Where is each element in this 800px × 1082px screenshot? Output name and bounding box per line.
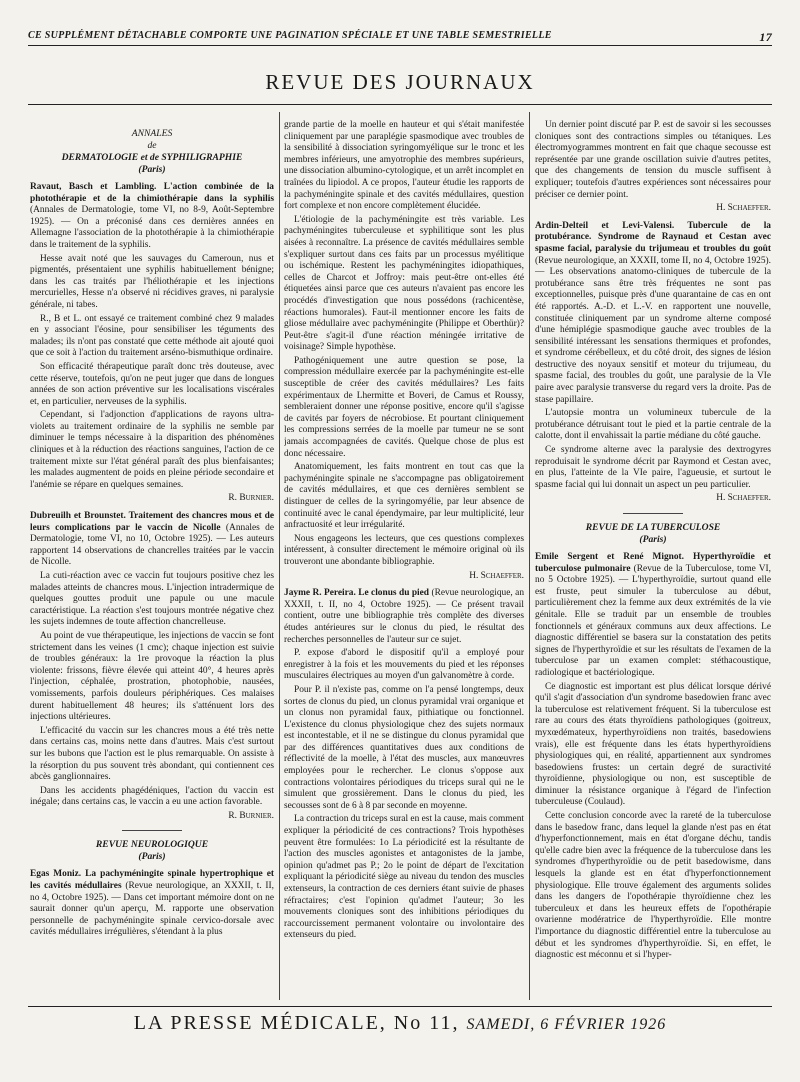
paragraph: grande partie de la moelle en hauteur et qui s'était manifestée cliniquement par une paraplégie spasmodique avec troubles de la sensibilité à dissociation syringomyélique sur le tronc et les membres inférieurs, une amyotrophie des membres supérieurs, une dissociation albumino-cytologique, et un arrêt incomplet en traînées du lipiodol. A ce propos, l'auteur étudie les rapports de la pachyméningite spinale et des cavités médullaires, question fort complexe et non encore complètement élucidée. [284, 120, 524, 212]
paragraph: Hesse avait noté que les sauvages du Cameroun, nus et pigmentés, présentaient une syphilis habituellement bénigne; dans les cas traités par l'héliothérapie et les injections mercurielles, Hesse n'a observé ni récidives graves, ni paralysie générale, ni tabes. [30, 253, 274, 310]
footer-rule [28, 1006, 772, 1007]
article-intro: Egas Moniz. La pachyméningite spinale hypertrophique et les cavités médullaires (Revue neurologique, an XXXII, t. II, no 4, Octobre 1925). — Dans cet important mémoire dont on ne saurait donner qu'un aperçu, M. rapporte une observation personnelle de pachyméningite spinale cervico-dorsale avec cavités médullaires irrégulières, s'étendant à la plus [30, 869, 274, 938]
column-divider [279, 112, 280, 1000]
paragraph: Anatomiquement, les faits montrent en tout cas que la pachyméningite spinale ne s'accompagne pas obligatoirement de cavités médullaires, et que ces dernières semblent se distinguer de celles de la syringomyélie, par leur absence de continuité avec le canal épendymaire, par leur multiplicité, leur anfractuosité et leur irrégularité. [284, 462, 524, 531]
paragraph: Cette conclusion concorde avec la rareté de la tuberculose dans le basedow franc, dans lequel la glande n'est pas en état d'hyperfonctionnement, mais en état d'organe déchu, tandis qu'elle cadre bien avec la fréquence de la tuberculose dans les syndromes d'hyperthyroïdie ou de petit basedowisme, dans lesquels la glande est en état d'hyperfonctionnement physiologique. Elle trouve également des arguments solides dans les dangers de l'opothérapie thyroïdienne chez les tuberculeux et dans les heureux effets de l'opothérapie ovarienne modératrice de l'hyperthyroïdie. Elle montre l'importance du diagnostic différentiel entre la tuberculose au début et les syndromes d'hyperthyroïdie. Si, en effet, le diagnostic est méconnu et si l'hyper- [535, 811, 771, 961]
paragraph: Nous engageons les lecteurs, que ces questions complexes intéressent, à consulter directement le mémoire original où ils trouveront une abondante bibliographie. [284, 533, 524, 567]
journal-heading: ANNALES de DERMATOLOGIE et de SYPHILIGRAPHIE (Paris) [61, 128, 243, 175]
paragraph: La contraction du triceps sural en est la cause, mais comment expliquer la périodicité de ces contractions? Trois hypothèses peuvent être formulées: 1o La périodicité est la résultante de l'action des muscles agonistes et antagonistes de la jambe, opinion qu'admet pas P.; 2o le point de départ de l'excitation expliquant la périodicité siège au niveau du tendon des muscles extenseurs, la contraction de ces derniers étant suivie de phases réfractaires; c'est l'opinion qu'admet l'auteur; 3o les mouvements cloniques sont des inhibitions périodiques du raccourcissement permanent volontaire ou involontaire des extenseurs du pied. [284, 814, 524, 941]
column-divider [529, 112, 530, 1000]
paragraph: Pour P. il n'existe pas, comme on l'a pensé longtemps, deux sortes de clonus du pied, un clonus pyramidal vrai organique et un clonus non pyramidal faux, pithiatique ou fonctionnel. L'existence du clonus physiologique chez des sujets normaux est incontestable, et il ne se distingue du clonus pyramidal que par des différences quantitatives dues aux conditions de réflectivité de la moelle, à l'état des muscles, aux manœuvres employées pour le rechercher. Le clonus s'oppose aux contractions volontaires périodiques du triceps sural qui ne le simulent que grossièrement. Dans le clonus du pied, les secousses sont de 6 à 8 par seconde en moyenne. [284, 684, 524, 811]
author-signature: H. Schaeffer. [716, 203, 771, 214]
paragraph: Son efficacité thérapeutique paraît donc très douteuse, avec cette réserve, toutefois, qu'on ne peut juger que dans de longues années de son action préventive sur les localisations viscérales et, en particulier, nerveuses de la syphilis. [30, 361, 274, 407]
column-2 [284, 120, 524, 1002]
author-signature: H. Schaeffer. [716, 493, 771, 504]
paragraph: L'étiologie de la pachyméningite est très variable. Les pachyméningites tuberculeuse et syphilitique sont les plus aisées à reconnaître. La présence de cavités médullaires semble s'expliquer surtout dans ces faits par un processus myélitique ou ischémique. Restent les pachyméningites idiopathiques, celles de Charcot et Joffroy: mais peut-être ont-elles été étiquetées ainsi parce que ces auteurs n'avaient pas encore les procédés d'investigation que nous possédons (rachicentèse, réactions humorales). Faut-il mentionner encore les faits de gliose médullaire avec pachyméningite (Philippe et Oberthür)? Peut-être s'agit-il d'une réaction méningée irritative de voisinage? Simple hypothèse. [284, 214, 524, 353]
paragraph: Pathogéniquement une autre question se pose, la compression médullaire exercée par la pachyméningite est-elle susceptible de créer des cavités médullaires? Les faits expérimentaux de Lhermitte et Boveri, de Camus et Roussy, sembleraient donner une réponse positive, encore qu'il s'agisse de cavités par foyers de nécrobiose. Et pourtant cliniquement les compressions serrées de la moelle par tumeur ne se sont jamais accompagnées de cavités. Quelque chose de plus est donc nécessaire. [284, 355, 524, 459]
notice-text: CE SUPPLÉMENT DÉTACHABLE COMPORTE UNE PAGINATION SPÉCIALE ET UNE TABLE SEMESTRIELLE [28, 30, 552, 41]
journal-heading: REVUE NEUROLOGIQUE (Paris) [95, 839, 209, 863]
author-signature: R. Burnier. [228, 810, 274, 821]
article-intro: Emile Sergent et René Mignot. Hyperthyroïdie et tuberculose pulmonaire (Revue de la Tuberculose, tome VI, no 5 Octobre 1925). — L'hyperthyroïdie, surtout quand elle est fruste, peut simuler la tuberculose au début, particulièrement chez la femme aux deux extrémités de la vie génitale. Elle se traduit par un ensemble de troubles fonctionnels et généraux communs aux deux affections. Le diagnostic différentiel se basera sur la constatation des petits signes de l'hyperthyroïdie et sur les résultats de l'examen de la tuberculose par un examen complet: stéthacoustique, radiologique et bactériologique. [535, 552, 771, 678]
journal-heading: REVUE DE LA TUBERCULOSE (Paris) [585, 522, 721, 545]
footer-date: SAMEDI, 6 FÉVRIER 1926 [466, 1016, 667, 1033]
top-rule [28, 45, 772, 46]
paragraph: La cuti-réaction avec ce vaccin fut toujours positive chez les malades atteints de chancres mous. L'injection intradermique de quelques gouttes produit une papule ou une macule caractéristique. La réaction s'est toujours montrée négative chez les sujets indemnes de toute affection chancrelleuse. [30, 571, 274, 628]
footer-masthead [0, 1012, 800, 1035]
paragraph: Ce syndrome alterne avec la paralysie des dextrogyres reproduisait le syndrome décrit par Raymond et Cestan avec, en plus, l'atteinte de la VIe paire, l'agueusie, et surtout le spasme facial qui lui donnait un aspect un peu particulier. [535, 445, 771, 490]
article-intro: Ravaut, Basch et Lambling. L'action combinée de la photothérapie et de la chimiothérapie dans la syphilis (Annales de Dermatologie, tome VI, no 8-9, Août-Septembre 1925). — On a préconisé dans ces dernières années en Allemagne l'association de la photothérapie à la chimiothérapie dans le traitement de la syphilis. [30, 182, 274, 250]
top-notice [28, 30, 772, 44]
separator [623, 513, 683, 514]
separator [122, 830, 182, 831]
author-signature: H. Schaeffer. [469, 570, 524, 581]
column-3 [535, 120, 771, 1002]
paragraph: Cependant, si l'adjonction d'applications de rayons ultra-violets au traitement ordinaire de la syphilis ne semble par diminuer le temps nécessaire à la disparition des phénomènes cliniques et à la réduction des réactions sanguines, l'action de ce traitement mixte sur l'état général paraît des plus bienfaisantes; les malades augmentent de poids en pleine période secondaire et l'anémie se répare en quelques semaines. [30, 410, 274, 490]
column-1 [30, 120, 274, 1002]
author-signature: R. Burnier. [228, 493, 274, 504]
paragraph: Dans les accidents phagédéniques, l'action du vaccin est inégale; dans certains cas, le vaccin a eu une action favorable. [30, 785, 274, 808]
section-title: REVUE DES JOURNAUX [265, 70, 535, 94]
paragraph: Un dernier point discuté par P. est de savoir si les secousses cloniques sont des contractions simples ou tétaniques. Les électromyogrammes montrent en fait que chaque secousse est représentée par une grande oscillation suivie d'autres petites, que des changements de tension du muscle suffisent à expliquer; toutefois d'autres expériences sont nécessaires pour préciser ce dernier point. [535, 120, 771, 200]
page-number: 17 [759, 30, 772, 44]
paragraph: R., B et L. ont essayé ce traitement combiné chez 9 malades en y associant l'éosine, pour sensibiliser les téguments des malades; ils n'ont pas constaté que cette méthode ait ajouté quoi que ce soit à l'action du traitement arséno-bismuthique ordinaire. [30, 313, 274, 359]
article-intro: Ardin-Delteil et Levi-Valensi. Tubercule de la protubérance. Syndrome de Raynaud et Cestan avec spasme facial, paralysie du trijumeau et troubles du goût (Revue neurologique, an XXXII, tome II, no 4, Octobre 1925). — Les observations anatomo-cliniques de tubercule de la protubérance sans être très fréquentes ne sont pas exceptionnelles, puisque près d'une quarantaine de cas en ont été rapportés. A.-D. et L.-V. en rapportent une nouvelle, constituée cliniquement par un syndrome alterne composé d'une hémiplégie spasmodique gauche avec troubles de la sensibilité intéressant les sensations thermiques et profondes, et syndrome cérébelleux, et du côté droit, des signes de lésion destructive des noyaux sensitif et moteur du trijumeau, du spasme facial, des troubles du goût, une paralysie de la VIe paire avec paralysie transverse du regard vers la droite. Pas de stase papillaire. [535, 220, 771, 405]
paragraph: Ce diagnostic est important est plus délicat lorsque dérivé qu'il s'agit d'association d'un syndrome basedowien franc avec la tuberculose est relativement fréquent. Si la tuberculose est rare au cours des états thyroïdiens pathologiques (goitreux, myxœdémateux, hyperthyroïdiens non traités, basedowiens vrais), elle est fréquente dans les états hyperthyroïdiens physiologiques qui, en réalité, appartiennent aux syndromes basedowiens frustes: un certain degré de suractivité thyroïdienne, physiologique ou non, est susceptible de diminuer la résistance organique à l'égard de l'infection tuberculeuse (Coulaud). [535, 681, 771, 808]
paragraph: L'autopsie montra un volumineux tubercule de la protubérance détruisant tout le pied et la partie centrale de la calotte, dont il envahissait la partie médiane du côté gauche. [535, 408, 771, 442]
footer-title: LA PRESSE MÉDICALE, No 11, [133, 1012, 460, 1034]
article-intro: Dubreuilh et Brounstet. Traitement des chancres mous et de leurs complications par le vaccin de Nicolle (Annales de Dermatologie, tome VI, no 10, Octobre 1925). — Les auteurs rapportent 14 observations de chancrelles traitées par le vaccin de Nicolle. [30, 511, 274, 568]
paragraph: Au point de vue thérapeutique, les injections de vaccin se font strictement dans les veines (1 cmc); chaque injection est suivie de troubles généraux: la 1re provoque la réaction la plus violente: frissons, fièvre élevée qui atteint 40°, 4 heures après l'injection, céphalée, prostration, photophobie, nausées, vomissements, parfois douleurs périphériques. Ces malaises durent habituellement 48 heures; ils s'atténuent lors des injections ultérieures. [30, 630, 274, 723]
article-intro: Jayme R. Pereira. Le clonus du pied (Revue neurologique, an XXXII, t. II, no 4, Octobre 1925). — Ce présent travail contient, outre une bibliographie très complète des diverses études antérieures sur le clonus du pied, le résultat des recherches personnelles de l'auteur sur ce sujet. [284, 588, 524, 645]
paragraph: P. expose d'abord le dispositif qu'il a employé pour enregistrer à la fois et les mouvements du pied et les réponses musculaires électriques au moyen d'un galvanomètre à corde. [284, 648, 524, 682]
title-rule [28, 104, 772, 105]
paragraph: L'efficacité du vaccin sur les chancres mous a été très nette dans certains cas, moins nette dans d'autres. Mais c'est surtout sur les bubons que l'action est le plus remarquable. On assiste à la résorption du pus souvent très abondant, qui contiennent ces abcès ganglionnaires. [30, 725, 274, 783]
